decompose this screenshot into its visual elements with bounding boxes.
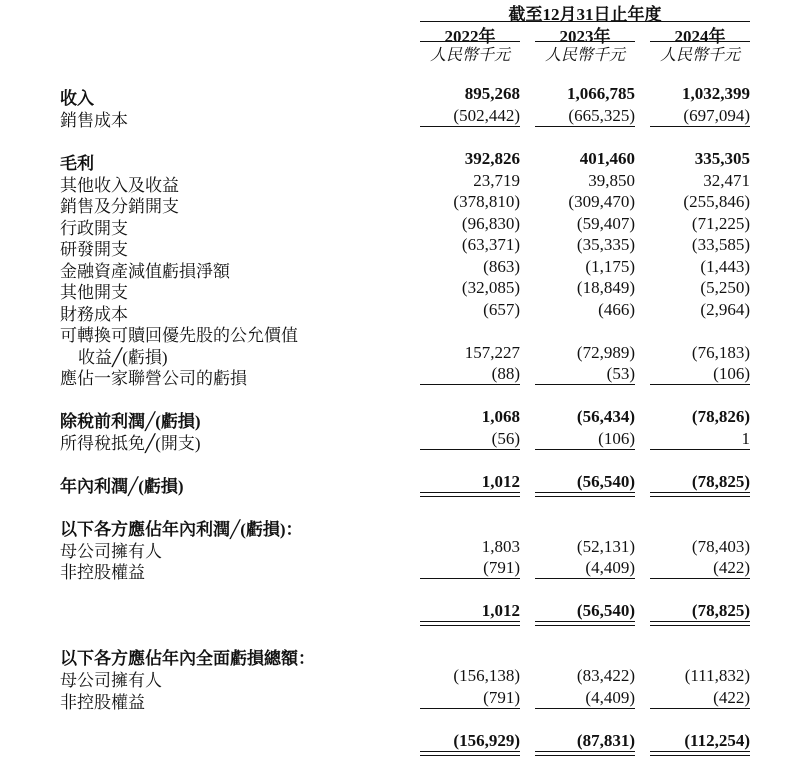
row-value-3: (78,826) — [691, 407, 750, 426]
row-value-1: 392,826 — [464, 149, 520, 168]
row-value-1: (791) — [483, 688, 520, 707]
subtotal-rule — [420, 449, 520, 450]
row-label: 銷售及分銷開支 — [60, 197, 179, 216]
row-label: 所得稅抵免╱(開支) — [60, 434, 201, 453]
row-value-1: (96,830) — [461, 214, 520, 233]
row-label: 非控股權益 — [60, 563, 145, 582]
total-double-rule — [420, 492, 520, 497]
row-value-1: (32,085) — [461, 278, 520, 297]
subtotal-rule — [650, 708, 750, 709]
year-2022: 2022年 — [444, 27, 496, 46]
row-value-2: (56,434) — [576, 407, 635, 426]
row-label: 其他收入及收益 — [60, 176, 179, 195]
row-value-3: (78,403) — [691, 537, 750, 556]
unit-2024: 人民幣千元 — [659, 47, 740, 64]
row-value-1: 1,012 — [481, 601, 520, 620]
row-label: 除稅前利潤╱(虧損) — [60, 412, 201, 431]
row-value-3: (78,825) — [691, 601, 750, 620]
row-value-2: 39,850 — [588, 171, 635, 190]
subtotal-rule — [420, 384, 520, 385]
row-label: 收入 — [60, 89, 94, 108]
row-label: 母公司擁有人 — [60, 542, 162, 561]
year-2023: 2023年 — [559, 27, 611, 46]
subtotal-rule — [535, 126, 635, 127]
row-value-1: (63,371) — [461, 235, 520, 254]
total-double-rule — [535, 621, 635, 626]
row-value-2: (53) — [606, 364, 635, 383]
row-value-1: 23,719 — [473, 171, 520, 190]
row-value-2: (1,175) — [585, 257, 635, 276]
row-label: 行政開支 — [60, 219, 128, 238]
row-value-1: (657) — [483, 300, 520, 319]
row-label: 以下各方應佔年內全面虧損總額： — [60, 649, 315, 668]
row-value-2: (309,470) — [568, 192, 635, 211]
row-label: 銷售成本 — [60, 111, 128, 130]
row-value-2: (466) — [598, 300, 635, 319]
total-double-rule — [650, 492, 750, 497]
row-label: 收益╱(虧損) — [78, 348, 168, 367]
row-label: 財務成本 — [60, 305, 128, 324]
row-value-1: (88) — [491, 364, 520, 383]
row-value-3: (71,225) — [691, 214, 750, 233]
row-value-1: 1,068 — [481, 407, 520, 426]
row-label: 非控股權益 — [60, 693, 145, 712]
subtotal-rule — [535, 578, 635, 579]
row-label: 其他開支 — [60, 283, 128, 302]
row-value-2: (87,831) — [576, 731, 635, 750]
row-value-1: (863) — [483, 257, 520, 276]
total-double-rule — [420, 751, 520, 756]
row-value-2: 401,460 — [579, 149, 635, 168]
row-value-2: (83,422) — [576, 666, 635, 685]
row-value-2: (56,540) — [576, 601, 635, 620]
year-2024: 2024年 — [674, 27, 726, 46]
row-value-3: 32,471 — [703, 171, 750, 190]
row-value-3: (422) — [713, 558, 750, 577]
row-value-3: (111,832) — [684, 666, 750, 685]
row-value-1: 157,227 — [464, 343, 520, 362]
row-value-1: 1,012 — [481, 472, 520, 491]
row-value-3: (255,846) — [683, 192, 750, 211]
row-value-3: (78,825) — [691, 472, 750, 491]
row-value-2: 1,066,785 — [567, 84, 635, 103]
row-value-3: 1,032,399 — [682, 84, 750, 103]
subtotal-rule — [535, 384, 635, 385]
row-value-2: (106) — [598, 429, 635, 448]
row-value-2: (4,409) — [585, 688, 635, 707]
row-value-3: (422) — [713, 688, 750, 707]
row-value-1: (156,929) — [453, 731, 520, 750]
row-value-2: (35,335) — [576, 235, 635, 254]
row-label: 應佔一家聯營公司的虧損 — [60, 369, 247, 388]
row-value-1: 895,268 — [464, 84, 520, 103]
row-value-1: (791) — [483, 558, 520, 577]
row-label: 可轉換可贖回優先股的公允價值 — [60, 326, 298, 345]
row-value-3: (106) — [713, 364, 750, 383]
row-value-3: (5,250) — [700, 278, 750, 297]
row-value-1: (502,442) — [453, 106, 520, 125]
row-value-2: (18,849) — [576, 278, 635, 297]
row-value-2: (52,131) — [576, 537, 635, 556]
row-label: 以下各方應佔年內利潤╱(虧損)： — [60, 520, 303, 539]
row-value-2: (59,407) — [576, 214, 635, 233]
row-value-2: (56,540) — [576, 472, 635, 491]
row-value-3: (2,964) — [700, 300, 750, 319]
subtotal-rule — [650, 578, 750, 579]
total-double-rule — [535, 492, 635, 497]
subtotal-rule — [650, 384, 750, 385]
row-label: 母公司擁有人 — [60, 671, 162, 690]
row-label: 研發開支 — [60, 240, 128, 259]
row-value-3: (76,183) — [691, 343, 750, 362]
row-value-3: 1 — [741, 429, 750, 448]
total-double-rule — [650, 621, 750, 626]
row-value-1: (156,138) — [453, 666, 520, 685]
row-value-1: (56) — [491, 429, 520, 448]
total-double-rule — [650, 751, 750, 756]
total-double-rule — [420, 621, 520, 626]
row-label: 年內利潤╱(虧損) — [60, 477, 184, 496]
subtotal-rule — [420, 708, 520, 709]
row-value-2: (4,409) — [585, 558, 635, 577]
total-double-rule — [535, 751, 635, 756]
subtotal-rule — [535, 449, 635, 450]
subtotal-rule — [420, 578, 520, 579]
row-value-3: 335,305 — [694, 149, 750, 168]
row-value-3: (112,254) — [684, 731, 750, 750]
row-label: 毛利 — [60, 154, 94, 173]
row-value-2: (665,325) — [568, 106, 635, 125]
row-value-2: (72,989) — [576, 343, 635, 362]
row-value-1: (378,810) — [453, 192, 520, 211]
unit-2023: 人民幣千元 — [544, 47, 625, 64]
row-label: 金融資產減值虧損淨額 — [60, 262, 230, 281]
row-value-1: 1,803 — [481, 537, 520, 556]
row-value-3: (697,094) — [683, 106, 750, 125]
unit-2022: 人民幣千元 — [429, 47, 510, 64]
subtotal-rule — [420, 126, 520, 127]
subtotal-rule — [650, 449, 750, 450]
subtotal-rule — [535, 708, 635, 709]
subtotal-rule — [650, 126, 750, 127]
row-value-3: (1,443) — [700, 257, 750, 276]
row-value-3: (33,585) — [691, 235, 750, 254]
period-title: 截至12月31日止年度 — [508, 5, 662, 24]
